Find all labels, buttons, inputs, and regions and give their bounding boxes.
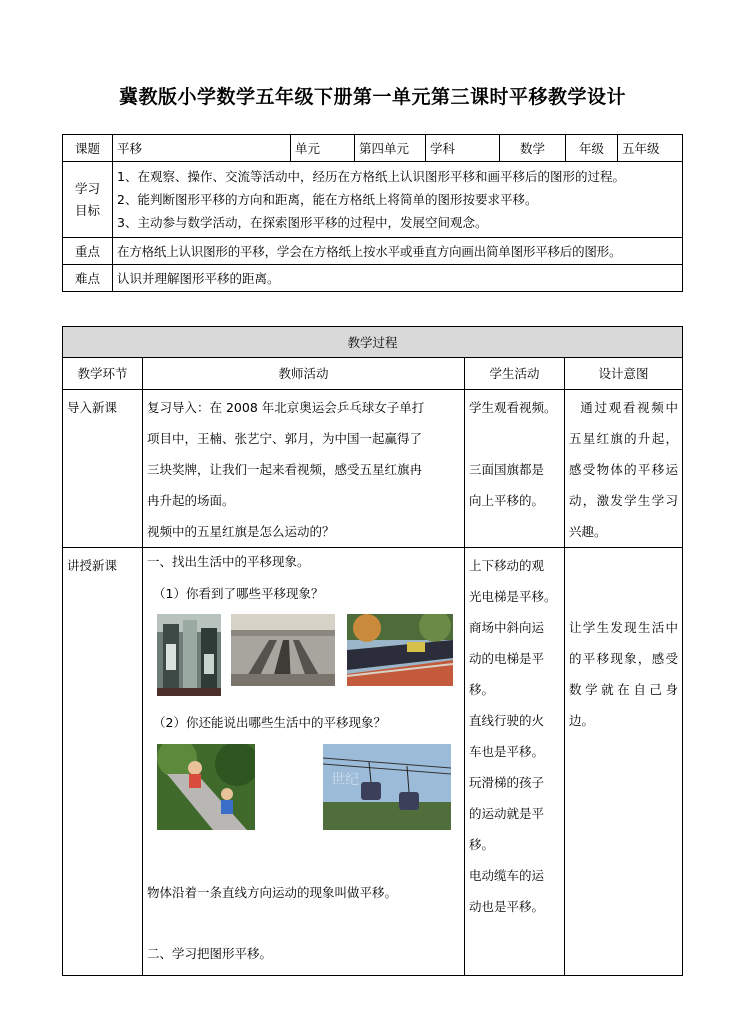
train-photo (347, 614, 453, 686)
stage-intro: 导入新课 (63, 390, 143, 548)
question-one: （1）你看到了哪些平移现象？ (153, 586, 324, 601)
grade-label: 年级 (566, 135, 618, 162)
teaching-process-table (62, 326, 683, 976)
key-label: 重点 (63, 238, 113, 265)
col-student: 学生活动 (465, 358, 565, 390)
subject-label: 学科 (426, 135, 500, 162)
teacher-new (143, 548, 465, 976)
definition-text: 物体沿着一条直线方向运动的现象叫做平移。 (147, 885, 398, 900)
section-two-heading: 二、学习把图形平移。 (147, 946, 273, 961)
page-title: 冀教版小学数学五年级下册第一单元第三课时平移教学设计 (118, 86, 626, 108)
watermark-text: 世纪 (331, 772, 359, 788)
elevator-photo (157, 614, 221, 696)
intent-intro: 通过观看视频中五星红旗的升起，感受物体的平移运动，激发学生学习兴趣。 (565, 390, 683, 548)
subject-value: 数学 (500, 135, 566, 162)
student-intro: 学生观看视频。 三面国旗都是 向上平移的。 (465, 390, 565, 548)
slide-photo (157, 744, 255, 830)
difficulty-value: 认识并理解图形平移的距离。 (113, 265, 683, 292)
student-new: 上下移动的观 光电梯是平移。 商场中斜向运 动的电梯是平 移。 直线行驶的火 车也是平移。 玩滑梯的孩子 的运动就是平 移。 电动缆车的运 动也是平移。 (465, 548, 565, 976)
goals-list (113, 162, 683, 238)
key-value: 在方格纸上认识图形的平移，学会在方格纸上按水平或垂直方向画出简单图形平移后的图形。 (113, 238, 683, 265)
topic-value: 平移 (113, 135, 291, 162)
cable-car-photo (323, 744, 451, 830)
topic-label: 课题 (63, 135, 113, 162)
col-intent: 设计意图 (565, 358, 683, 390)
question-two: （2）你还能说出哪些生活中的平移现象？ (153, 715, 386, 730)
section-one-heading: 一、找出生活中的平移现象。 (147, 554, 310, 569)
goal-item: 1、在观察、操作、交流等活动中，经历在方格纸上认识图形平移和画平移后的图形的过程。 (117, 169, 625, 184)
escalator-photo (231, 614, 335, 686)
stage-new: 讲授新课 (63, 548, 143, 976)
goal-item: 2、能判断图形平移的方向和距离，能在方格纸上将简单的图形按要求平移。 (117, 192, 538, 207)
lesson-info-table (62, 134, 683, 292)
teacher-intro: 复习导入：在 2008 年北京奥运会乒乓球女子单打 项目中，王楠、张艺宁、郭月，为中国一起赢得了 三块奖牌，让我们一起来看视频，感受五星红旗冉 冉升起的场面。 视频中的五星红旗是怎么运动的？ (143, 390, 465, 548)
unit-label: 单元 (291, 135, 355, 162)
difficulty-label: 难点 (63, 265, 113, 292)
goal-item: 3、主动参与数学活动，在探索图形平移的过程中，发展空间观念。 (117, 215, 488, 230)
goals-label: 学习 目标 (63, 162, 113, 238)
col-stage: 教学环节 (63, 358, 143, 390)
unit-value: 第四单元 (355, 135, 426, 162)
process-header: 教学过程 (63, 327, 683, 358)
intent-new: 让学生发现生活中的平移现象，感受数学就在自己身边。 (565, 548, 683, 976)
col-teacher: 教师活动 (143, 358, 465, 390)
grade-value: 五年级 (618, 135, 683, 162)
